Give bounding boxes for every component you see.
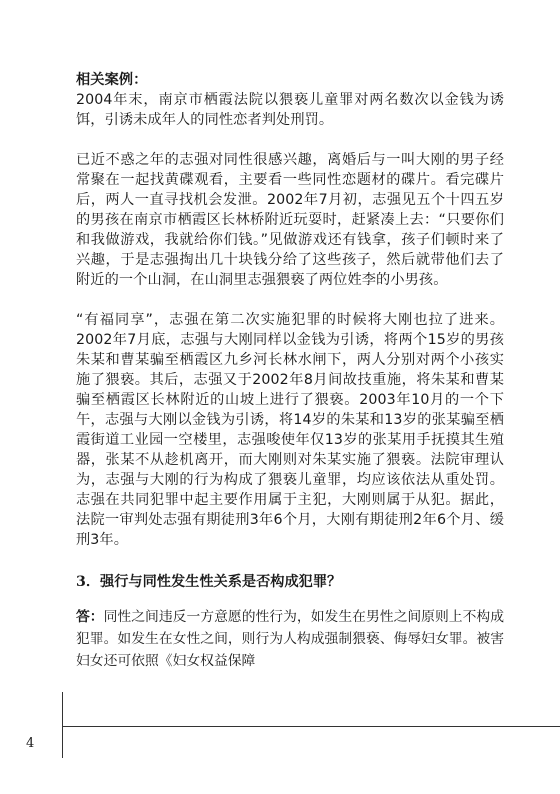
page-number: 4 — [26, 736, 35, 751]
paragraph-gap — [76, 130, 504, 150]
answer-text: 同性之间违反一方意愿的性行为，如发生在男性之间原则上不构成犯罪。如发生在女性之间，则行为人构成强制猥亵、侮辱妇女罪。被害妇女还可依照《妇女权益保障 — [76, 608, 505, 669]
answer-label: 答： — [76, 608, 104, 625]
page-footer-horizontal-rule — [62, 726, 560, 727]
case-intro-paragraph: 2004年末，南京市栖霞法院以猥亵儿童罪对两名数次以金钱为诱饵，引诱未成年人的同性恋者判处刑罚。 — [76, 92, 504, 128]
case-paragraph-2: “有福同享”，志强在第二次实施犯罪的时候将大刚也拉了进来。2002年7月底，志强与大刚同样以金钱为引诱，将两个15岁的男孩朱某和曹某骗至栖霞区九乡河长林水闸下，两人分别对两个小孩实施了猥亵。其后，志强又于2002年8月间故技重施，将朱某和曹某骗至栖霞区长林附近的山坡上进行了猥亵。2003年10月的一个下午，志强与大刚以金钱为引诱，将14岁的朱某和13岁的张某骗至栖霞街道工业园一空楼里，志强唆使年仅13岁的张某用手抚摸其生殖器，张某不从趁机离开，而大刚则对朱某实施了猥亵。法院审理认为，志强与大刚的行为构成了猥亵儿童罪，均应该依法从重处罚。志强在共同犯罪中起主要作用属于主犯，大刚则属于从犯。据此，法院一审判处志强有期徒刑3年6个月，大刚有期徒刑2年6个月、缓刑3年。 — [76, 312, 504, 548]
answer-paragraph — [76, 606, 504, 672]
page-margin-vertical-rule — [62, 692, 63, 758]
page-body — [76, 70, 504, 686]
paragraph-gap — [76, 290, 504, 310]
case-paragraph-1: 已近不惑之年的志强对同性很感兴趣，离婚后与一叫大刚的男子经常聚在一起找黄碟观看，主要看一些同性恋题材的碟片。看完碟片后，两人一直寻找机会发泄。2002年7月初，志强见五个十四五岁的男孩在南京市栖霞区长林桥附近玩耍时，赶紧凑上去：“只要你们和我做游戏，我就给你们钱。”见做游戏还有钱拿，孩子们顿时来了兴趣，于是志强掏出几十块钱分给了这些孩子，然后就带他们去了附近的一个山洞，在山洞里志强猥亵了两位姓李的小男孩。 — [76, 152, 504, 288]
case-heading: 相关案例： — [76, 72, 148, 88]
section-title: 3．强行与同性发生性关系是否构成犯罪？ — [76, 574, 342, 590]
